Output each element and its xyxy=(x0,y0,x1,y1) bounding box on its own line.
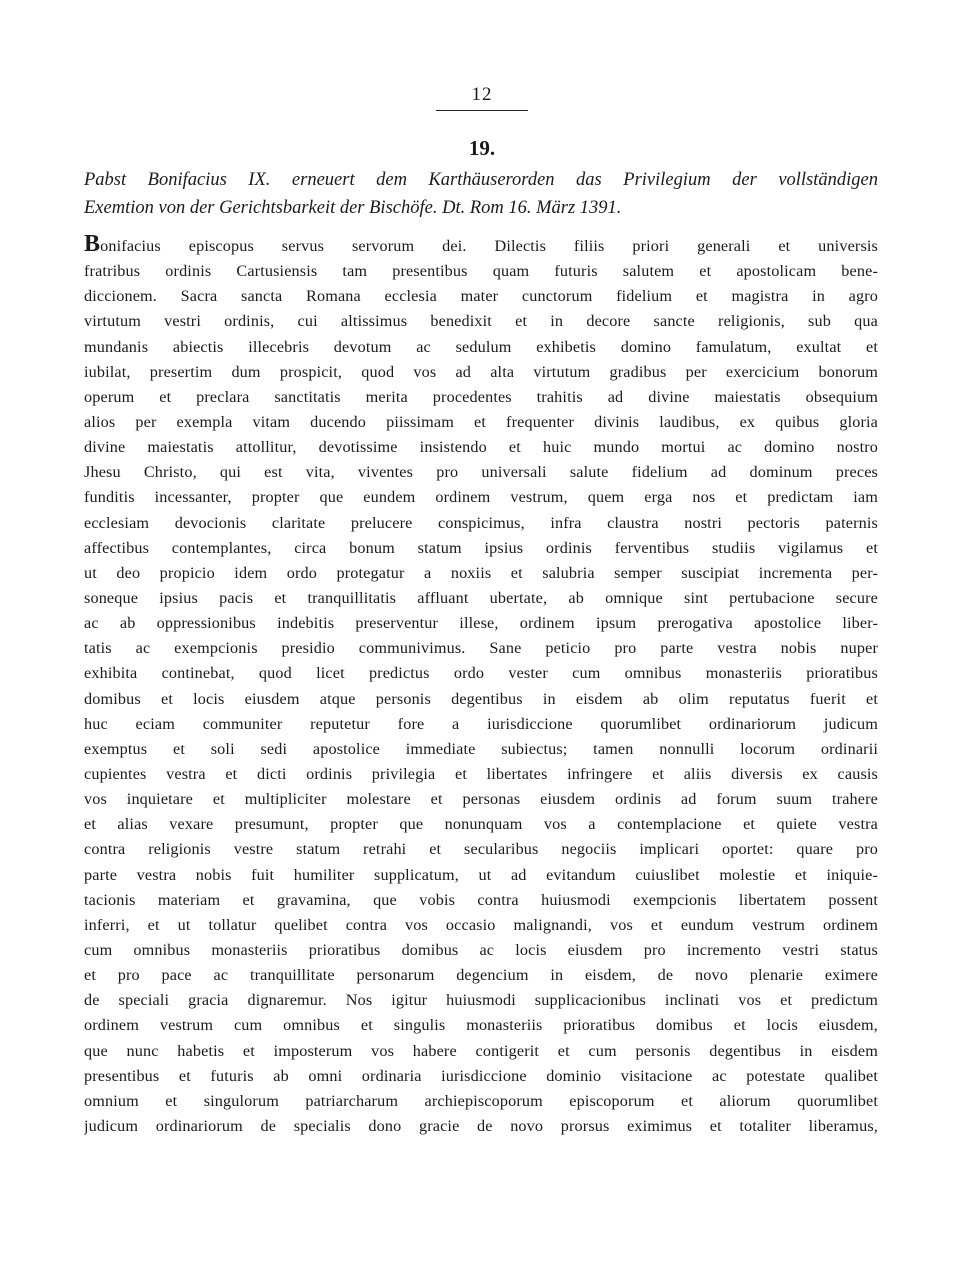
document-number: 19. xyxy=(468,136,496,160)
heading-line-1: Pabst Bonifacius IX. erneuert dem Karthäuserorden das Privilegium der vollständigen xyxy=(84,170,878,190)
body-line: vos inquietare et multipliciter molestare et personas eiusdem ordinis ad forum suum trahere xyxy=(84,790,878,809)
page-number-rule xyxy=(436,110,528,111)
body-line: operum et preclara sanctitatis merita procedentes trahitis ad divine maiestatis obsequium xyxy=(84,387,878,406)
body-line: alios per exempla vitam ducendo piissimam et frequenter divinis laudibus, ex quibus gloria xyxy=(84,412,878,431)
body-line: de speciali gracia dignaremur. Nos igitur huiusmodi supplicacionibus inclinati vos et predictum xyxy=(84,991,878,1010)
body-line: parte vestra nobis fuit humiliter supplicatum, ut ad evitandum cuiuslibet molestie et iniquie- xyxy=(84,865,878,884)
body-line: Jhesu Christo, qui est vita, viventes pro universali salute fidelium ad dominum preces xyxy=(84,463,878,482)
document-heading xyxy=(84,166,878,222)
body-line: mundanis abiectis illecebris devotum ac sedulum exhibetis domino famulatum, exultat et xyxy=(84,337,878,356)
body-line: diccionem. Sacra sancta Romana ecclesia mater cunctorum fidelium et magistra in agro xyxy=(84,287,878,306)
charter-body xyxy=(84,234,878,1139)
heading-line-2: Exemtion von der Gerichtsbarkeit der Bischöfe. Dt. Rom 16. März 1391. xyxy=(84,198,622,218)
body-line: ordinem vestrum cum omnibus et singulis monasteriis prioratibus domibus et locis eiusdem, xyxy=(84,1016,878,1035)
body-line: affectibus contemplantes, circa bonum statum ipsius ordinis ferventibus studiis vigilamus et xyxy=(84,538,878,557)
body-line: ecclesiam devocionis claritate prelucere conspicimus, infra claustra nostri pectoris paternis xyxy=(84,513,878,532)
page-number: 12 xyxy=(471,84,493,105)
body-line: et pro pace ac tranquillitate personarum degencium in eisdem, de novo plenarie eximere xyxy=(84,966,878,985)
body-line: soneque ipsius pacis et tranquillitatis affluant ubertate, ab omnique sint pertubacione secure xyxy=(84,588,878,607)
body-line: divine maiestatis attollitur, devotissime insistendo et huic mundo mortui ac domino nostro xyxy=(84,438,878,457)
body-line: et alias vexare presumunt, propter que nonunquam vos a contemplacione et quiete vestra xyxy=(84,815,878,834)
body-line: inferri, et ut tollatur quelibet contra vos occasio malignandi, vos et eundum vestrum ordinem xyxy=(84,915,878,934)
body-line: presentibus et futuris ab omni ordinaria iurisdiccione dominio visitacione ac potestate qualibet xyxy=(84,1066,878,1085)
body-line-first-text: onifacius episcopus servus servorum dei. Dilectis filiis priori generali et universis xyxy=(100,237,878,255)
body-line: tatis ac exempcionis presidio communivimus. Sane peticio pro parte vestra nobis nuper xyxy=(84,639,878,658)
body-line: exemptus et soli sedi apostolice immediate subiectus; tamen nonnulli locorum ordinarii xyxy=(84,739,878,758)
body-line: judicum ordinariorum de specialis dono gracie de novo prorsus eximimus et totaliter liberamus, xyxy=(84,1116,878,1135)
body-line: huc eciam communiter reputetur fore a iurisdiccione quorumlibet ordinariorum judicum xyxy=(84,714,878,733)
body-line: cum omnibus monasteriis prioratibus domibus ac locis eiusdem pro incremento vestri status xyxy=(84,940,878,959)
body-line: que nunc habetis et imposterum vos habere contigerit et cum personis degentibus in eisdem xyxy=(84,1041,878,1060)
body-line: omnium et singulorum patriarcharum archiepiscoporum episcoporum et aliorum quorumlibet xyxy=(84,1091,878,1110)
body-line-first xyxy=(84,234,878,259)
body-line: ac ab oppressionibus indebitis preserventur illese, ordinem ipsum prerogativa apostolice liber- xyxy=(84,614,878,633)
body-line: cupientes vestra et dicti ordinis privilegia et libertates infringere et aliis diversis ex causis xyxy=(84,764,878,783)
body-line: virtutum vestri ordinis, cui altissimus benedixit et in decore sancte religionis, sub qua xyxy=(84,312,878,331)
body-line: tacionis materiam et gravamina, que vobis contra huiusmodi exempcionis libertatem possent xyxy=(84,890,878,909)
body-line: fratribus ordinis Cartusiensis tam presentibus quam futuris salutem et apostolicam bene- xyxy=(84,262,878,281)
body-line: contra religionis vestre statum retrahi et secularibus negociis implicari oportet: quare pro xyxy=(84,840,878,859)
body-line: exhibita continebat, quod licet predictus ordo vester cum omnibus monasteriis prioratibus xyxy=(84,664,878,683)
body-line: domibus et locis eiusdem atque personis degentibus in eisdem ab olim reputatus fuerit et xyxy=(84,689,878,708)
body-line: iubilat, presertim dum prospicit, quod vos ad alta virtutum gradibus per exercicium bonorum xyxy=(84,362,878,381)
body-line: funditis incessanter, propter que eundem ordinem vestrum, quem erga nos et predictam iam xyxy=(84,488,878,507)
body-line: ut deo propicio idem ordo protegatur a noxiis et salubria semper suscipiat incrementa per- xyxy=(84,563,878,582)
drop-initial: B xyxy=(84,234,101,257)
